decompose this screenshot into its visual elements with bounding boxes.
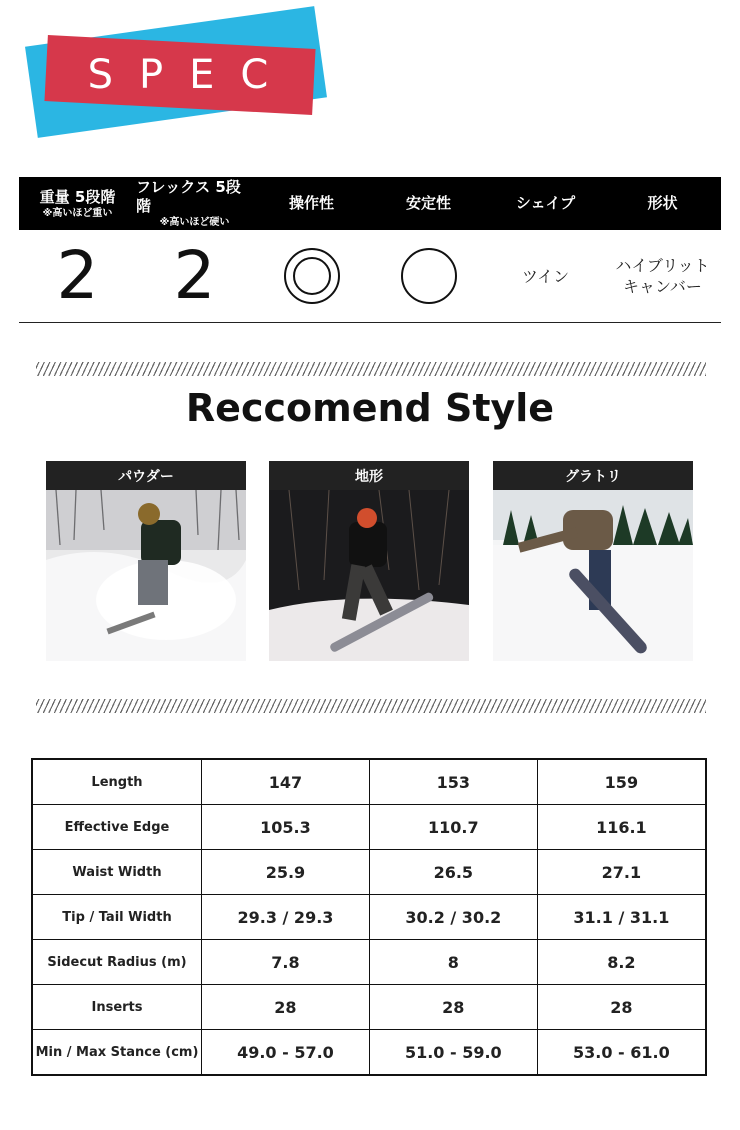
value-stability-cell [370, 230, 487, 322]
row-label: Effective Edge [32, 805, 202, 850]
table-cell: 159 [537, 759, 706, 805]
table-row [32, 759, 706, 805]
row-label: Waist Width [32, 850, 202, 895]
table-cell: 116.1 [537, 805, 706, 850]
value-flex-cell [136, 230, 253, 322]
header-flex-label: フレックス 5段階 [136, 178, 241, 215]
table-row [32, 1030, 706, 1076]
style-card-ground-trick [493, 461, 693, 661]
style-card-powder [46, 461, 246, 661]
table-cell: 153 [369, 759, 537, 805]
header-handling-label: 操作性 [288, 194, 334, 212]
banner-title: SPEC [87, 52, 295, 98]
table-cell: 28 [537, 985, 706, 1030]
table-cell: 28 [369, 985, 537, 1030]
table-cell: 8 [369, 940, 537, 985]
header-handling [253, 177, 370, 230]
table-cell: 7.8 [202, 940, 370, 985]
header-flex [136, 177, 253, 230]
header-weight-label: 重量 5段階 [39, 187, 116, 206]
spec-banner [30, 20, 330, 132]
header-stability [370, 177, 487, 230]
row-label: Sidecut Radius (m) [32, 940, 202, 985]
table-row [32, 850, 706, 895]
table-cell: 27.1 [537, 850, 706, 895]
spec-table [19, 177, 721, 323]
circle-icon [400, 247, 458, 305]
header-stability-label: 安定性 [405, 194, 451, 212]
header-flex-note: ※高いほど硬い [159, 217, 230, 228]
spec-value-row [19, 230, 721, 323]
table-cell: 30.2 / 30.2 [369, 895, 537, 940]
powder-photo [46, 490, 246, 661]
value-profile-line2: キャンバー [623, 277, 702, 296]
slash-divider-bottom [36, 699, 706, 713]
table-row [32, 895, 706, 940]
row-label: Inserts [32, 985, 202, 1030]
style-label-powder: パウダー [46, 461, 246, 490]
style-label-terrain: 地形 [269, 461, 469, 490]
value-profile-cell [604, 230, 721, 322]
table-cell: 25.9 [202, 850, 370, 895]
table-cell: 28 [202, 985, 370, 1030]
table-cell: 26.5 [369, 850, 537, 895]
header-weight [19, 177, 136, 230]
table-cell: 105.3 [202, 805, 370, 850]
row-label: Length [32, 759, 202, 805]
table-cell: 51.0 - 59.0 [369, 1030, 537, 1076]
table-cell: 49.0 - 57.0 [202, 1030, 370, 1076]
value-shape: ツイン [521, 266, 570, 286]
table-row [32, 985, 706, 1030]
table-cell: 147 [202, 759, 370, 805]
double-circle-icon [283, 247, 341, 305]
slash-divider-top [36, 362, 706, 376]
ground-trick-photo [493, 490, 693, 661]
value-profile-line1: ハイブリット [615, 256, 710, 275]
header-weight-note: ※高いほど重い [42, 207, 113, 219]
header-profile-label: 形状 [647, 194, 678, 212]
table-cell: 29.3 / 29.3 [202, 895, 370, 940]
table-cell: 53.0 - 61.0 [537, 1030, 706, 1076]
value-weight: 2 [56, 237, 99, 314]
table-cell: 110.7 [369, 805, 537, 850]
value-shape-cell [487, 230, 604, 322]
terrain-photo [269, 490, 469, 661]
row-label: Tip / Tail Width [32, 895, 202, 940]
value-flex: 2 [173, 237, 216, 314]
row-label: Min / Max Stance (cm) [32, 1030, 202, 1076]
header-shape-label: シェイプ [515, 194, 576, 212]
table-row [32, 940, 706, 985]
spec-header-row [19, 177, 721, 230]
header-profile [604, 177, 721, 230]
style-card-terrain [269, 461, 469, 661]
header-shape [487, 177, 604, 230]
table-row [32, 805, 706, 850]
table-cell: 31.1 / 31.1 [537, 895, 706, 940]
value-weight-cell [19, 230, 136, 322]
style-label-ground-trick: グラトリ [493, 461, 693, 490]
size-spec-table [31, 758, 707, 1076]
table-cell: 8.2 [537, 940, 706, 985]
value-handling-cell [253, 230, 370, 322]
recommend-title: Reccomend Style [185, 386, 555, 430]
